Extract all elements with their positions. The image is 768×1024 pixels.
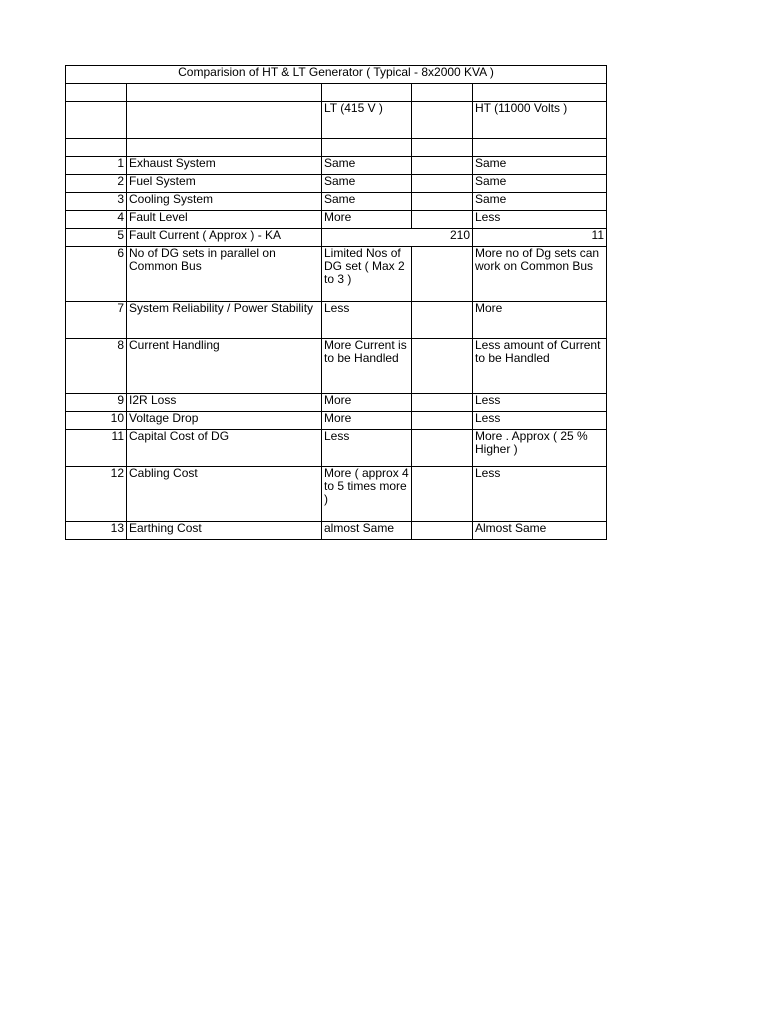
table-row bbox=[66, 193, 607, 211]
row-number: 11 bbox=[66, 430, 127, 467]
header-ht: HT (11000 Volts ) bbox=[473, 102, 607, 139]
row-parameter: I2R Loss bbox=[127, 394, 322, 412]
row-number: 13 bbox=[66, 522, 127, 540]
row-ht-value: Same bbox=[473, 175, 607, 193]
blank-row bbox=[66, 139, 607, 157]
row-lt-value: almost Same bbox=[322, 522, 412, 540]
row-parameter: Current Handling bbox=[127, 339, 322, 394]
row-number: 4 bbox=[66, 211, 127, 229]
row-number: 9 bbox=[66, 394, 127, 412]
row-ht-value: Same bbox=[473, 193, 607, 211]
row-parameter: Exhaust System bbox=[127, 157, 322, 175]
table-row bbox=[66, 157, 607, 175]
row-lt-value: More ( approx 4 to 5 times more ) bbox=[322, 467, 412, 522]
table-row bbox=[66, 430, 607, 467]
row-number: 2 bbox=[66, 175, 127, 193]
table-row bbox=[66, 211, 607, 229]
row-parameter: Cooling System bbox=[127, 193, 322, 211]
row-number: 5 bbox=[66, 229, 127, 247]
comparison-table bbox=[65, 65, 607, 540]
row-number: 1 bbox=[66, 157, 127, 175]
row-ht-value: More bbox=[473, 302, 607, 339]
table-row bbox=[66, 302, 607, 339]
row-parameter: Fuel System bbox=[127, 175, 322, 193]
row-lt-value: More bbox=[322, 394, 412, 412]
table-row bbox=[66, 394, 607, 412]
row-parameter: Fault Level bbox=[127, 211, 322, 229]
row-number: 8 bbox=[66, 339, 127, 394]
row-ht-value: Less amount of Current to be Handled bbox=[473, 339, 607, 394]
table-row bbox=[66, 175, 607, 193]
header-lt: LT (415 V ) bbox=[322, 102, 412, 139]
table-row bbox=[66, 247, 607, 302]
row-lt-value: Same bbox=[322, 175, 412, 193]
title-row bbox=[66, 66, 607, 84]
row-lt-value: Limited Nos of DG set ( Max 2 to 3 ) bbox=[322, 247, 412, 302]
table-row bbox=[66, 522, 607, 540]
row-ht-value: Same bbox=[473, 157, 607, 175]
row-lt-value: More Current is to be Handled bbox=[322, 339, 412, 394]
row-parameter: Voltage Drop bbox=[127, 412, 322, 430]
row-lt-value: More bbox=[322, 211, 412, 229]
sheet-title: Comparision of HT & LT Generator ( Typical - 8x2000 KVA ) bbox=[66, 66, 607, 84]
row-lt-value: More bbox=[322, 412, 412, 430]
table-row bbox=[66, 467, 607, 522]
row-number: 6 bbox=[66, 247, 127, 302]
row-parameter: Capital Cost of DG bbox=[127, 430, 322, 467]
header-row bbox=[66, 102, 607, 139]
row-ht-value: Less bbox=[473, 394, 607, 412]
row-ht-value: Less bbox=[473, 412, 607, 430]
row-ht-value: Almost Same bbox=[473, 522, 607, 540]
row-ht-value: More . Approx ( 25 % Higher ) bbox=[473, 430, 607, 467]
table-row bbox=[66, 412, 607, 430]
blank-row bbox=[66, 84, 607, 102]
row-parameter: Earthing Cost bbox=[127, 522, 322, 540]
row-parameter: Cabling Cost bbox=[127, 467, 322, 522]
row-lt-value: Less bbox=[322, 302, 412, 339]
row-ht-value: More no of Dg sets can work on Common Bus bbox=[473, 247, 607, 302]
row-lt-value: Same bbox=[322, 193, 412, 211]
row-lt-value: Less bbox=[322, 430, 412, 467]
row-parameter: System Reliability / Power Stability bbox=[127, 302, 322, 339]
row-ht-value: Less bbox=[473, 467, 607, 522]
row-parameter: Fault Current ( Approx ) - KA bbox=[127, 229, 322, 247]
table-row bbox=[66, 339, 607, 394]
row-number: 12 bbox=[66, 467, 127, 522]
row-number: 10 bbox=[66, 412, 127, 430]
row-ht-number: 11 bbox=[473, 229, 607, 247]
row-lt-number: 210 bbox=[322, 229, 473, 247]
row-ht-value: Less bbox=[473, 211, 607, 229]
row-parameter: No of DG sets in parallel on Common Bus bbox=[127, 247, 322, 302]
row-number: 3 bbox=[66, 193, 127, 211]
row-lt-value: Same bbox=[322, 157, 412, 175]
table-row bbox=[66, 229, 607, 247]
row-number: 7 bbox=[66, 302, 127, 339]
